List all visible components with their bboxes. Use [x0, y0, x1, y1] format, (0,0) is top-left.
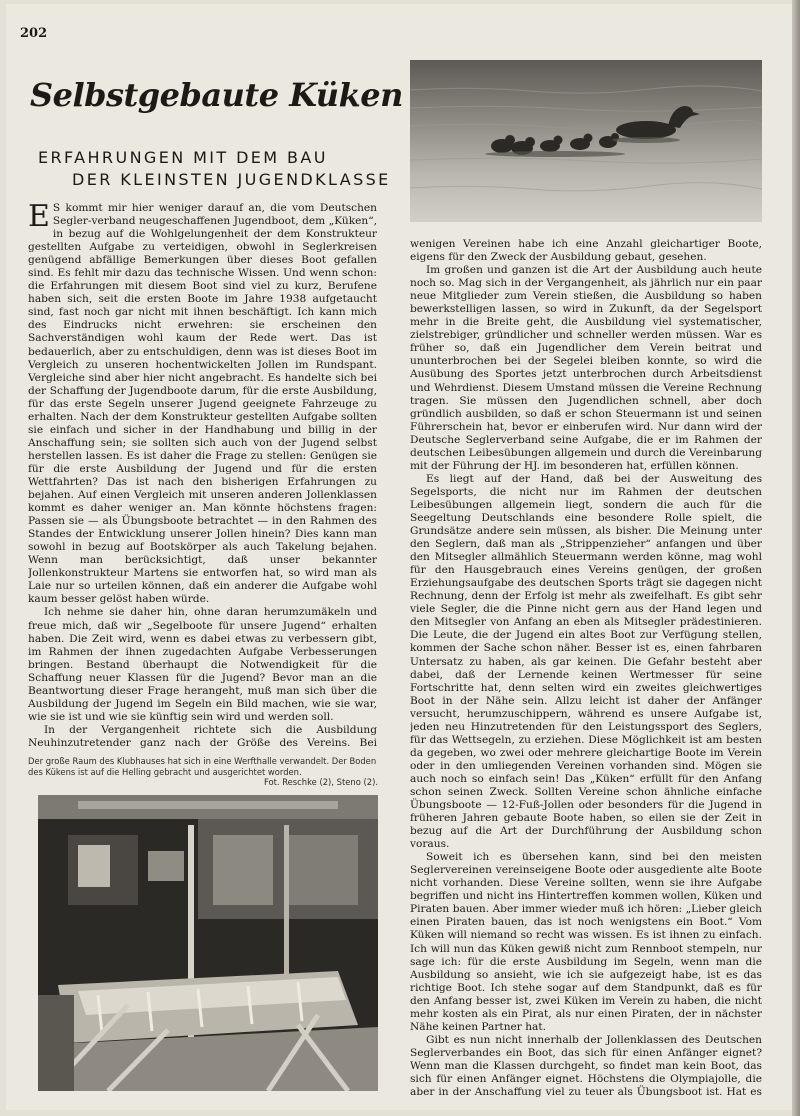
photo-ducks-on-water — [410, 60, 762, 222]
left-paragraph-1 — [28, 202, 377, 606]
drop-cap: E — [28, 202, 50, 234]
right-paragraph-1: wenigen Vereinen habe ich eine Anzahl gleichartiger Boote, eigens für den Zweck der Ausbildung gebaut, gesehen. — [410, 238, 762, 264]
article-subtitle-line-1: ERFAHRUNGEN MIT DEM BAU — [38, 148, 328, 167]
article-subtitle-line-2: DER KLEINSTEN JUGENDKLASSE — [72, 170, 391, 189]
article-headline: Selbstgebaute Küken — [30, 76, 403, 114]
left-paragraph-1-text: S kommt mir hier weniger darauf an, die vom Deutschen Segler-verband neugeschaffenen Jugendboot, dem „Küken“, in bezug auf die Wohlgelungenheit der dem Konstrukteur gestellten Aufgabe zu verteidigen, obwohl in Seglerkreisen genügend abfällige Bemerkungen über dieses Boot gefallen sind. Es fehlt mir dazu das technische Wissen. Und wenn schon: die Erfahrungen mit diesem Boot sind viel zu kurz, Berufene haben sich, seit die ersten Boote im Jahre 1938 aufgetaucht sind, fast noch gar nicht mit ihnen beschäftigt. Ich kann mich des Eindrucks nicht erwehren: sie erscheinen den Sachverständigen wohl kaum der Rede wert. Das ist bedauerlich, aber zu entschuldigen, denn was ist dieses Boot im Vergleich zu unseren hochentwickelten Jollen im Rundspant. Vergleiche sind aber hier nicht angebracht. Es handelte sich bei der Schaffung der Jugendboote darum, für die erste Ausbildung, für das erste Segeln unserer Jugend geeignete Fahrzeuge zu erhalten. Nach der dem Konstrukteur gestellten Aufgabe sollten sie einfach und sicher in der Handhabung und billig in der Anschaffung sein; sie sollten sich auch von der Jugend selbst herstellen lassen. Es ist daher die Frage zu stellen: Genügen sie für die erste Ausbildung der Jugend und für die ersten Wettfahrten? Das ist nach den bisherigen Erfahrungen zu bejahen. Auf einen Vergleich mit unseren anderen Jollenklassen kommt es daher weniger an. Man könnte höchstens fragen: Passen sie — als Übungsboote betrachtet — in den Rahmen des Standes der Entwicklung unserer Jollen hinein? Dies kann man sowohl in bezug auf Bootskörper als auch Takelung bejahen. Wenn man berücksichtigt, daß unser bekannter Jollenkonstrukteur Martens sie entworfen hat, so wird man als Laie nur so urteilen können, daß ein anderer die Aufgabe wohl kaum besser gelöst haben würde. — [28, 202, 377, 606]
page-edge-shadow — [792, 0, 800, 1116]
page-number: 202 — [20, 26, 48, 41]
photo-caption — [28, 756, 378, 788]
ducks-illustration — [410, 60, 762, 222]
article-right-column — [410, 238, 762, 1098]
left-paragraph-2: Ich nehme sie daher hin, ohne daran herumzumäkeln und freue mich, daß wir „Segelboote für unsere Jugend“ erhalten haben. Die Zeit wird, wenn es dabei etwas zu verbessern gibt, im Rahmen der ihnen zugedachten Aufgabe Verbesserungen bringen. Bestand überhaupt die Notwendigkeit für die Schaffung neuer Klassen für die Jugend? Bevor man an die Beantwortung dieser Frage herangeht, muß man sich über die Ausbildung der Jugend im Segeln ein Bild machen, wie sie war, wie sie ist und wie sie künftig sein wird und werden soll. — [28, 606, 377, 723]
article-left-column — [28, 202, 377, 750]
right-paragraph-2: Im großen und ganzen ist die Art der Ausbildung auch heute noch so. Mag sich in der Vergangenheit, als jährlich nur ein paar neue Mitglieder zum Verein stießen, die Ausbildung so haben bewerkstelligen lassen, so wird in Zukunft, da der Segelsport mehr in die Breite geht, die Ausbildung viel systematischer, zielstrebiger, gründlicher und schneller werden müssen. War es früher so, daß ein Jugendlicher dem Verein beitrat und ununterbrochen bei der Segelei bleiben konnte, so wird die Ausübung des Sportes jetzt unterbrochen durch Arbeitsdienst und Wehrdienst. Diesem Umstand müssen die Vereine Rechnung tragen. Sie müssen den Jugendlichen schnell, aber doch gründlich ausbilden, so daß er schon Steuermann ist und seinen Führerschein hat, bevor er einberufen wird. Nur dann wird der Deutsche Seglerverband seine Aufgabe, die er im Rahmen der deutschen Leibesübungen allgemein und durch die Vereinbarung mit der Führung der HJ. im besonderen hat, erfüllen können. — [410, 264, 762, 472]
right-paragraph-4: Soweit ich es übersehen kann, sind bei den meisten Seglervereinen vereinseigene Boote oder ausgediente alte Boote nicht vorhanden. Diese Vereine sollten, wenn sie ihre Aufgabe begriffen und nicht ins Hintertreffen kommen wollen, Küken und Piraten bauen. Aber immer wieder muß ich hören: „Lieber gleich einen Piraten bauen, das ist noch wenigstens ein Boot.“ Vom Küken will niemand so recht was wissen. Es ist ihnen zu einfach. Ich will nun das Küken gewiß nicht zum Rennboot stempeln, nur sage ich: für die erste Ausbildung im Segeln, wenn man die Ausbildung so ansieht, wie ich sie aufgezeigt habe, ist es das richtige Boot. Ich stehe sogar auf dem Standpunkt, daß es für den Anfang besser ist, zwei Küken im Verein zu haben, die nicht mehr kosten als ein Pirat, als nur einen Piraten, der in nächster Nähe keinen Partner hat. — [410, 851, 762, 1033]
photo-credit: Fot. Reschke (2), Steno (2). — [263, 777, 378, 787]
photo-clubhouse-workshop — [38, 795, 378, 1091]
workshop-illustration — [38, 795, 378, 1091]
left-paragraph-3: In der Vergangenheit richtete sich die Ausbildung Neuhinzutretender ganz nach der Größe des Vereins. Bei — [28, 723, 377, 749]
right-paragraph-5: Gibt es nun nicht innerhalb der Jollenklassen des Deutschen Seglerverbandes ein Boot, das sich für einen Anfänger eignet? Wenn man die Klassen durchgeht, so findet man kein Boot, das sich für einen Anfänger eignet. Höchstens die Olympiajolle, die aber in der Anschaffung viel zu teuer als Übungsboot ist. Hat es — [410, 1033, 762, 1098]
right-paragraph-3: Es liegt auf der Hand, daß bei der Ausweitung des Segelsports, die nicht nur im Rahmen der deutschen Leibesübungen allgemein liegt, sondern die auch für die Seegeltung Deutschlands eine besondere Rolle spielt, die Grundsätze andere sein müssen, als bisher. Die Meinung unter den Seglern, daß man als „Strippenzieher“ anfangen und über den Mitsegler allmählich Steuermann werden könne, mag wohl für den Hausgebrauch eines Vereins genügen, der großen Erziehungsaufgabe des deutschen Sports trägt sie dagegen nicht Rechnung, denn der Erfolg ist mehr als zweifelhaft. Es gibt sehr viele Segler, die die Pinne nicht gern aus der Hand legen und den Mitsegler von Anfang an eben als Mitsegler prädestinieren. Die Leute, die der Jugend ein altes Boot zur Verfügung stellen, kommen der Sache schon näher. Besser ist es, einen fahrbaren Untersatz zu haben, als gar keinen. Die Gefahr besteht aber dabei, daß der Lernende keinen Wertmesser für seine Fortschritte hat, denn selten wird ein zweites gleichwertiges Boot in der Nähe sein. Allzu leicht ist daher der Anfänger versucht, herumzuschippern, während es unsere Aufgabe ist, jeden neu Hinzutretenden für den Leistungssport des Seglers, für das Wettsegeln, zu erziehen. Diese Möglichkeit ist am besten da gegeben, wo zwei oder mehrere gleichartige Boote im Verein oder in den umliegenden Vereinen vorhanden sind. Mögen sie auch noch so einfach sein! Das „Küken“ erfüllt für den Anfang schon seinen Zweck. Sollten Vereine schon ähnliche einfache Übungsboote — 12-Fuß-Jollen oder besonders für die Jugend in früheren Jahren gebaute Boote haben, so eilen sie der Zeit in bezug auf die Art der Durchführung der Ausbildung schon voraus. — [410, 472, 762, 851]
caption-text: Der große Raum des Klubhauses hat sich in eine Werfthalle verwandelt. Der Boden des Kükens ist auf die Helling gebracht und ausgerichtet worden. — [28, 756, 377, 777]
